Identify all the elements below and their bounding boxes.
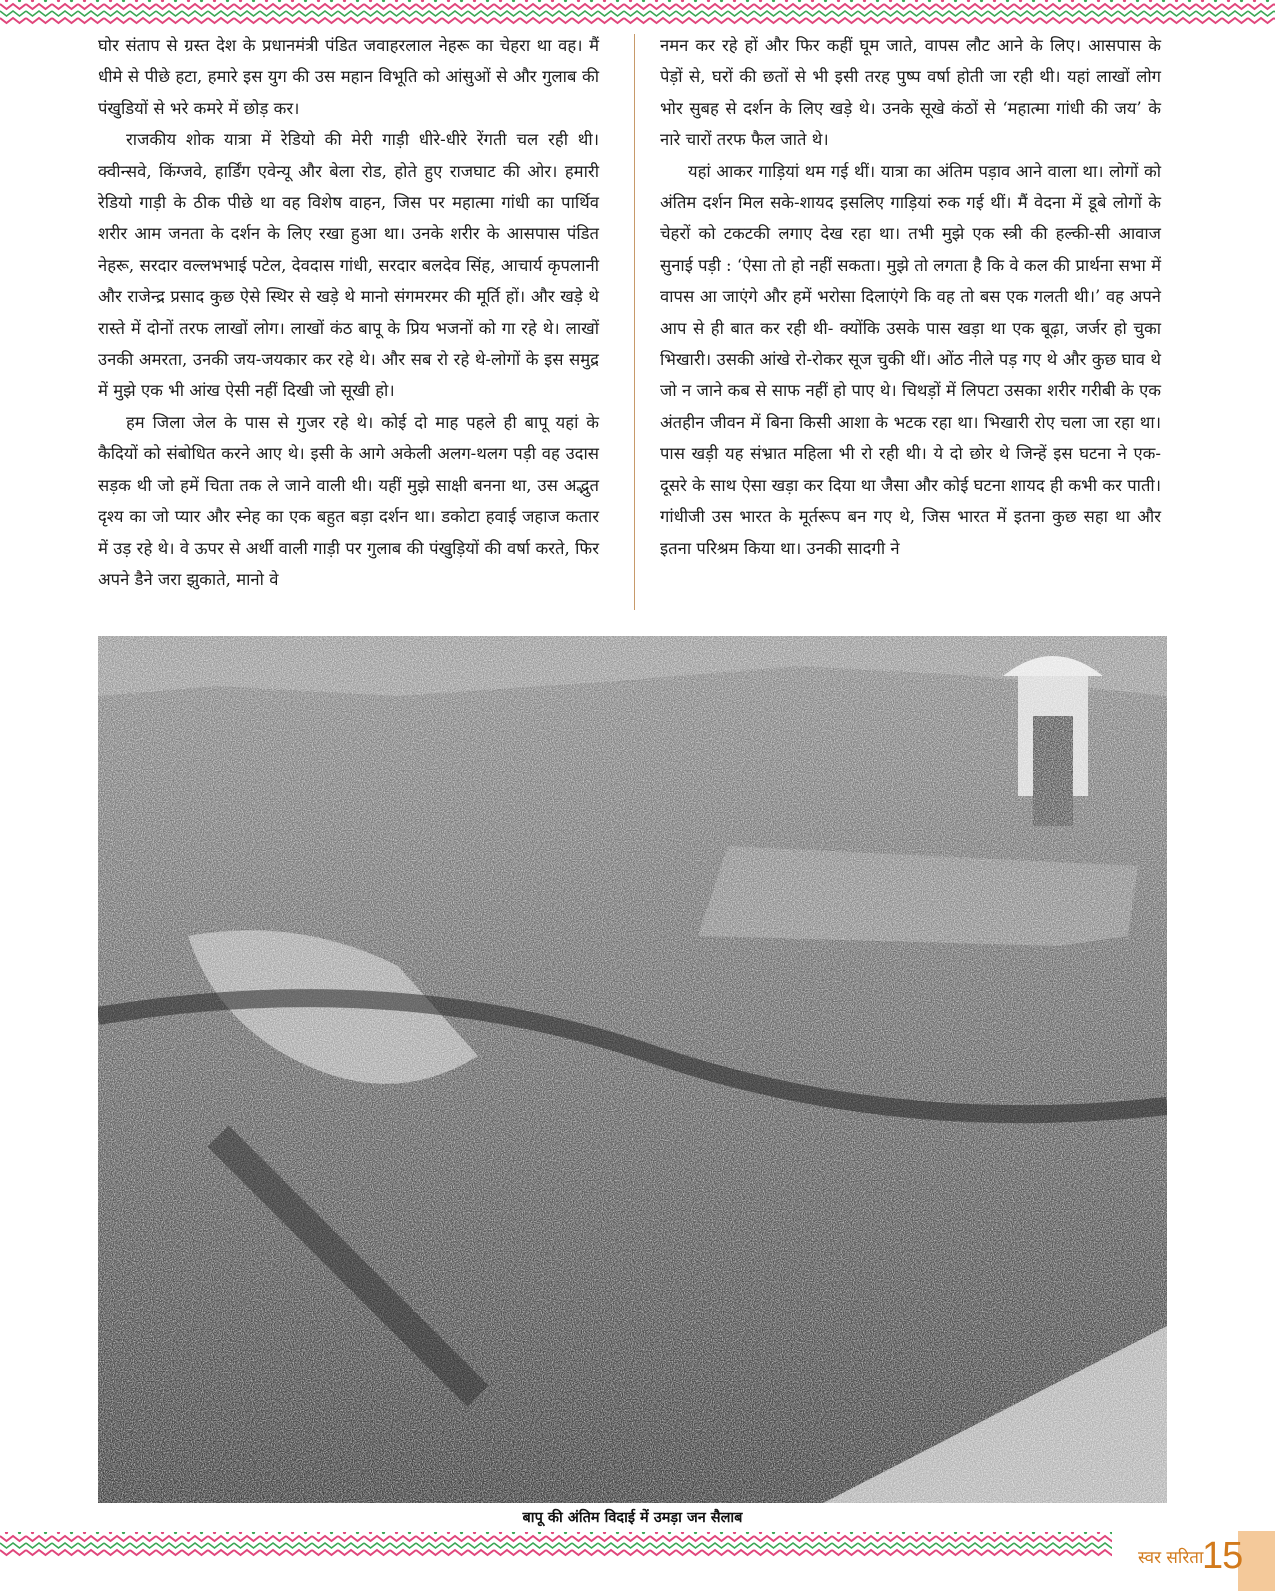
page-footer bbox=[1130, 1531, 1275, 1591]
article-column-left bbox=[98, 30, 599, 595]
paragraph: नमन कर रहे हों और फिर कहीं घूम जाते, वापस लौट आने के लिए। आसपास के पेड़ों से, घरों की छतों से भी इसी तरह पुष्प वर्षा होती जा रही थी। यहां लाखों लोग भोर सुबह से दर्शन के लिए खड़े थे। उनके सूखे कंठों से ‘महात्मा गांधी की जय’ के नारे चारों तरफ फैल जाते थे। bbox=[660, 36, 1161, 150]
column-divider bbox=[634, 34, 635, 610]
paragraph: राजकीय शोक यात्रा में रेडियो की मेरी गाड़ी धीरे-धीरे रेंगती चल रही थी। क्वीन्सवे, किंग्जवे, हार्डिंग एवेन्यू और बेला रोड, होते हुए राजघाट की ओर। हमारी रेडियो गाड़ी के ठीक पीछे था वह विशेष वाहन, जिस पर महात्मा गांधी का पार्थिव शरीर आम जनता के दर्शन के लिए रखा हुआ था। उनके शरीर के आसपास पंडित नेहरू, सरदार वल्लभभाई पटेल, देवदास गांधी, सरदार बलदेव सिंह, आचार्य कृपलानी और राजेन्द्र प्रसाद कुछ ऐसे स्थिर से खड़े थे मानो संगमरमर की मूर्ति हों। और खड़े थे रास्ते में दोनों तरफ लाखों लोग। लाखों कंठ बापू के प्रिय भजनों को गा रहे थे। लाखों उनकी अमरता, उनकी जय-जयकार कर रहे थे। और सब रो रहे थे-लोगों के इस समुद्र में मुझे एक भी आंख ऐसी नहीं दिखी जो सूखी हो। bbox=[98, 130, 599, 401]
footer-tint-block bbox=[1238, 1531, 1275, 1591]
paragraph: घोर संताप से ग्रस्त देश के प्रधानमंत्री पंडित जवाहरलाल नेहरू का चेहरा था वह। मैं धीमे से पीछे हटा, हमारे इस युग की उस महान विभूति को आंसुओं से और गुलाब की पंखुडियों से भरे कमरे में छोड़ कर। bbox=[98, 36, 599, 118]
page-number: 15 bbox=[1202, 1535, 1243, 1577]
decorative-border-bottom bbox=[0, 1532, 1275, 1558]
magazine-name: स्वर सरिता bbox=[1138, 1548, 1204, 1568]
paragraph: यहां आकर गाड़ियां थम गई थीं। यात्रा का अंतिम पड़ाव आने वाला था। लोगों को अंतिम दर्शन मिल सके-शायद इसलिए गाड़ियां रुक गई थीं। मैं वेदना में डूबे लोगों के चेहरों को टकटकी लगाए देख रहा था। तभी मुझे एक स्त्री की हल्की-सी आवाज सुनाई पड़ी : ‘ऐसा तो हो नहीं सकता। मुझे तो लगता है कि वे कल की प्रार्थना सभा में वापस आ जाएंगे और हमें भरोसा दिलाएंगे कि वह तो बस एक गलती थी।’ वह अपने आप से ही बात कर रही थी- क्योंकि उसके पास खड़ा था एक बूढ़ा, जर्जर हो चुका भिखारी। उसकी आंखे रो-रोकर सूज चुकी थीं। ओंठ नीले पड़ गए थे और कुछ घाव थे जो न जाने कब से साफ नहीं हो पाए थे। चिथड़ों में लिपटा उसका शरीर गरीबी के एक अंतहीन जीवन में बिना किसी आशा के भटक रहा था। भिखारी रोए चला जा रहा था। पास खड़ी यह संभ्रात महिला भी रो रही थी। ये दो छोर थे जिन्हें इस घटना ने एक-दूसरे के साथ ऐसा खड़ा कर दिया था जैसा और कोई घटना शायद ही कभी कर पाती। गांधीजी उस भारत के मूर्तरूप बन गए थे, जिस भारत में इतना कुछ सहा था और इतना परिश्रम किया था। उनकी सादगी ने bbox=[660, 161, 1161, 558]
decorative-border-top bbox=[0, 0, 1275, 26]
article-column-right bbox=[660, 30, 1161, 564]
funeral-procession-photo bbox=[98, 636, 1167, 1503]
photo-caption: बापू की अंतिम विदाई में उमड़ा जन सैलाब bbox=[522, 1510, 743, 1526]
paragraph: हम जिला जेल के पास से गुजर रहे थे। कोई दो माह पहले ही बापू यहां के कैदियों को संबोधित करने आए थे। इसी के आगे अकेली अलग-थलग पड़ी वह उदास सड़क थी जो हमें चिता तक ले जाने वाली थी। यहीं मुझे साक्षी बनना था, उस अद्भुत दृश्य का जो प्यार और स्नेह का एक बहुत बड़ा दर्शन था। डकोटा हवाई जहाज कतार में उड़ रहे थे। वे ऊपर से अर्थी वाली गाड़ी पर गुलाब की पंखुड़ियों की वर्षा करते, फिर अपने डैने जरा झुकाते, मानो वे bbox=[98, 412, 599, 589]
